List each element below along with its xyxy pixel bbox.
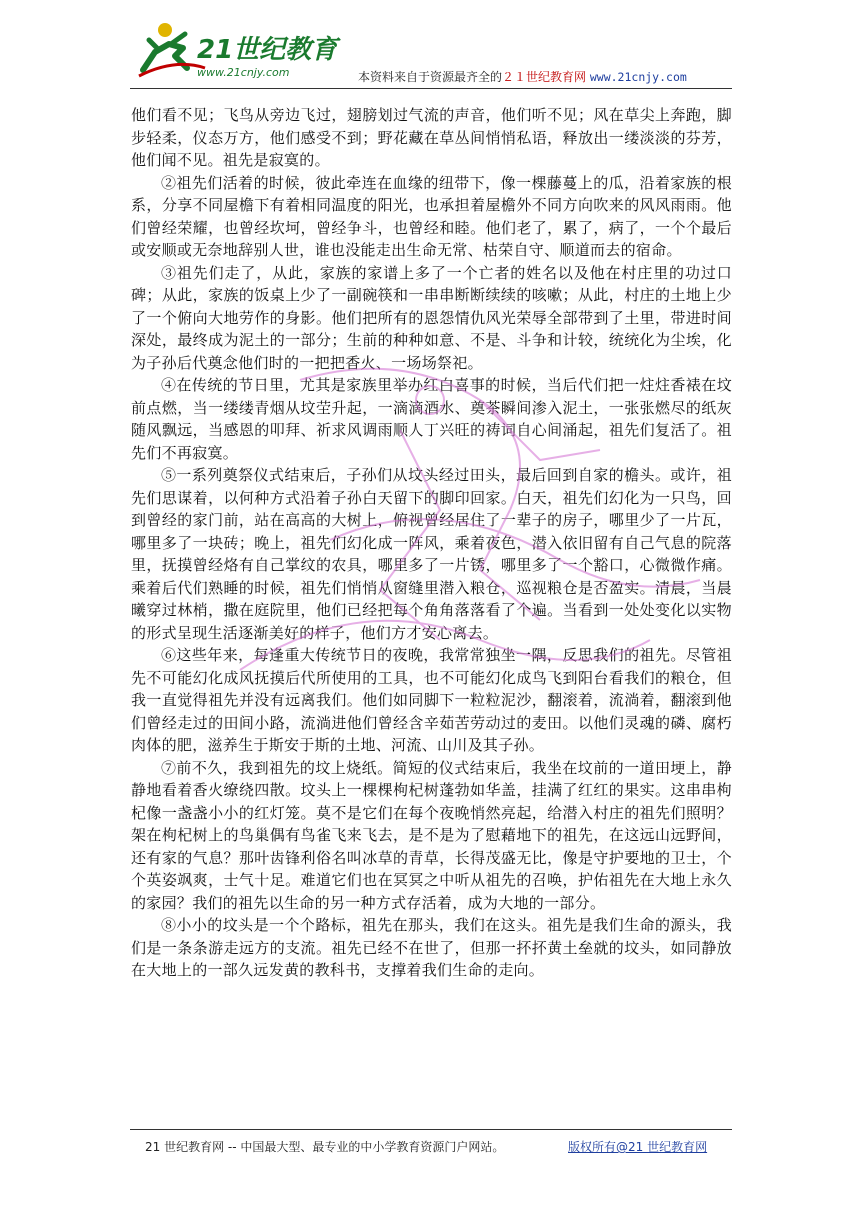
header-source-note xyxy=(358,68,687,85)
logo-url: www.21cnjy.com xyxy=(197,66,290,79)
paragraph-6: ⑥这些年来，每逢重大传统节日的夜晚，我常常独坐一隅，反思我们的祖先。尽管祖先不可能幻化成风抚摸后代所使用的工具，也不可能幻化成鸟飞到阳台看我们的粮仓，但我一直觉得祖先并没有远离我们。他们如同脚下一粒粒泥沙，翻滚着，流淌着，翻滚到他们曾经走过的田间小路，流淌进他们曾经含辛茹苦劳动过的麦田。以他们灵魂的磷、腐朽肉体的肥，滋养生于斯安于斯的土地、河流、山川及其子孙。 xyxy=(131,646,732,754)
footer-description: 21 世纪教育网 -- 中国最大型、最专业的中小学教育资源门户网站。 xyxy=(145,1140,505,1154)
footer-divider xyxy=(130,1129,732,1130)
paragraph-1: 他们看不见；飞鸟从旁边飞过，翅膀划过气流的声音，他们听不见；风在草尖上奔跑，脚步轻柔，仪态万方，他们感受不到；野花藏在草丛间悄悄私语，释放出一缕淡淡的芬芳，他们闻不见。祖先是寂寞的。 xyxy=(131,106,732,169)
header-divider xyxy=(130,88,732,89)
logo-text: 21世纪教育 xyxy=(197,35,338,65)
article-body xyxy=(131,104,732,982)
header-note-prefix: 本资料来自于资源最齐全的 xyxy=(358,70,503,84)
page-header xyxy=(0,0,860,96)
paragraph-7: ⑦前不久，我到祖先的坟上烧纸。简短的仪式结束后，我坐在坟前的一道田埂上，静静地看着香火缭绕四散。坟头上一棵棵枸杞树蓬勃如华盖，挂满了红红的果实。这串串枸杞像一盏盏小小的红灯笼。莫不是它们在每个夜晚悄然亮起，给潜入村庄的祖先们照明？架在枸杞树上的鸟巢偶有鸟雀飞来飞去，是不是为了慰藉地下的祖先，在这远山远野间，还有家的气息？那叶齿锋利俗名叫冰草的青草，长得茂盛无比，像是守护要地的卫士，个个英姿飒爽，士气十足。难道它们也在冥冥之中听从祖先的召唤，护佑祖先在大地上永久的家园？我们的祖先以生命的另一种方式存活着，成为大地的一部分。 xyxy=(131,758,732,912)
paragraph-5: ⑤一系列奠祭仪式结束后，子孙们从坟头经过田头，最后回到自家的檐头。或许，祖先们思谋着，以何种方式沿着子孙白天留下的脚印回家。白天，祖先们幻化为一只鸟，回到曾经的家门前，站在高高的大树上，俯视曾经居住了一辈子的房子，哪里少了一片瓦，哪里多了一块砖；晚上，祖先们幻化成一阵风，乘着夜色，潜入依旧留有自己气息的院落里，抚摸曾经烙有自己掌纹的农具，哪里多了一片锈，哪里多了一个豁口，心微微作痛。乘着后代们熟睡的时候，祖先们悄悄从窗缝里潜入粮仓，巡视粮仓是否盈实。清晨，当晨曦穿过林梢，撒在庭院里，他们已经把每个角角落落看了个遍。当看到一处处变化以实物的形式呈现生活逐渐美好的样子，他们方才安心离去。 xyxy=(131,466,732,642)
paragraph-2: ②祖先们活着的时候，彼此牵连在血缘的纽带下，像一棵藤蔓上的瓜，沿着家族的根系，分享不同屋檐下有着相同温度的阳光，也承担着屋檐外不同方向吹来的风风雨雨。他们曾经荣耀，也曾经坎坷，曾经争斗，也曾经和睦。他们老了，累了，病了，一个个最后或安顺或无奈地辞别人世，谁也没能走出生命无常、枯荣自守、顺道而去的宿命。 xyxy=(131,173,732,259)
paragraph-3: ③祖先们走了，从此，家族的家谱上多了一个亡者的姓名以及他在村庄里的功过口碑；从此，家族的饭桌上少了一副碗筷和一串串断断续续的咳嗽；从此，村庄的土地上少了一个俯向大地劳作的身影。他们把所有的恩怨情仇风光荣辱全部带到了土里，带进时间深处，最终成为泥土的一部分；生前的种种如意、不是、斗争和计较，统统化为尘埃，化为子孙后代奠念他们时的一把把香火、一场场祭祀。 xyxy=(131,263,732,372)
paragraph-8: ⑧小小的坟头是一个个路标，祖先在那头，我们在这头。祖先是我们生命的源头，我们是一条条游走远方的支流。祖先已经不在世了，但那一抔抔黄土垒就的坟头，如同静放在大地上的一部久远发黄的教科书，支撑着我们生命的走向。 xyxy=(131,916,732,979)
runner-figure-icon xyxy=(139,23,205,76)
header-note-brand: ２１世纪教育网 xyxy=(502,70,587,84)
site-logo xyxy=(135,18,345,84)
footer-copyright-link[interactable]: 版权所有@21 世纪教育网 xyxy=(568,1140,708,1154)
paragraph-4: ④在传统的节日里，尤其是家族里举办红白喜事的时候，当后代们把一炷炷香裱在坟前点燃，当一缕缕青烟从坟茔升起，一滴滴酒水、奠茶瞬间渗入泥土，一张张燃尽的纸灰随风飘远，当感恩的叩拜、祈求风调雨顺人丁兴旺的祷词自心间涌起，祖先们复活了。祖先们不再寂寞。 xyxy=(131,376,732,462)
header-note-site[interactable]: www.21cnjy.com xyxy=(589,70,687,84)
